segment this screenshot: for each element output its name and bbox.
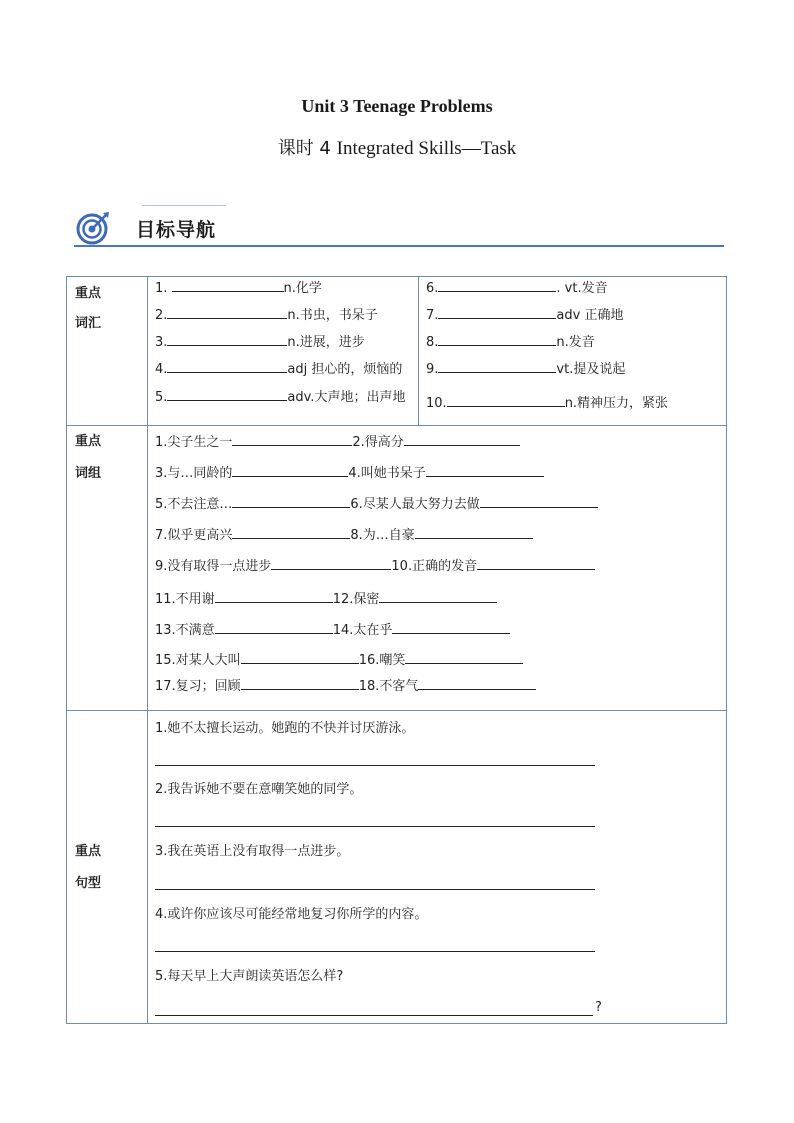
phrase-row: 15.对某人大叫 16.嘲笑 [155, 651, 523, 670]
section-underline [74, 245, 724, 247]
phrases-label-2: 词组 [75, 466, 102, 481]
phrase-row: 5.不去注意… 6.尽某人最大努力去做 [155, 495, 598, 514]
sentences-label-1: 重点 [75, 844, 102, 859]
answer-line[interactable] [155, 765, 595, 766]
answer-blank[interactable] [438, 306, 556, 319]
vocab-item: 4. adj 担心的，烦恼的 [155, 362, 403, 377]
answer-blank[interactable] [438, 360, 556, 373]
sentences-label-2: 句型 [75, 876, 102, 891]
phrase-row: 1.尖子生之一 2.得高分 [155, 433, 520, 452]
vocab-item: 1. n.化学 [155, 281, 322, 296]
answer-blank[interactable] [418, 677, 536, 690]
vocab-item: 10. n.精神压力，紧张 [426, 396, 669, 411]
label-column-divider [147, 277, 148, 1023]
phrase-row: 7.似乎更高兴 8.为…自豪 [155, 526, 533, 545]
vocab-item: 3. n.进展，进步 [155, 335, 365, 350]
sentence-prompt: 3.我在英语上没有取得一点进步。 [155, 844, 350, 859]
phrases-label-1: 重点 [75, 434, 102, 449]
vocab-column-divider [418, 277, 419, 425]
answer-line[interactable] [155, 826, 595, 827]
answer-blank[interactable] [438, 279, 556, 292]
answer-blank[interactable] [241, 651, 359, 664]
question-mark: ? [595, 1000, 602, 1015]
answer-blank[interactable] [241, 677, 359, 690]
answer-blank[interactable] [167, 360, 287, 373]
vocab-item: 2. n.书虫，书呆子 [155, 308, 378, 323]
answer-blank[interactable] [167, 388, 287, 401]
sentence-prompt: 2.我告诉她不要在意嘲笑她的同学。 [155, 782, 363, 797]
sentence-prompt: 1.她不太擅长运动。她跑的不快并讨厌游泳。 [155, 721, 415, 736]
answer-blank[interactable] [404, 433, 520, 446]
answer-blank[interactable] [438, 333, 556, 346]
phrase-row: 11.不用谢 12.保密 [155, 590, 497, 609]
answer-blank[interactable] [477, 557, 595, 570]
answer-blank[interactable] [232, 495, 350, 508]
answer-blank[interactable] [167, 306, 287, 319]
study-table [66, 276, 727, 1024]
answer-line[interactable] [155, 951, 595, 952]
answer-line[interactable] [155, 889, 595, 890]
answer-blank[interactable] [271, 557, 391, 570]
row-divider-1 [67, 425, 726, 426]
phrase-row: 3.与…同龄的 4.叫她书呆子 [155, 464, 544, 483]
vocab-item: 9. vt.提及说起 [426, 362, 626, 377]
answer-blank[interactable] [215, 621, 333, 634]
section-top-rule [142, 205, 226, 206]
answer-blank[interactable] [172, 279, 284, 292]
answer-blank[interactable] [426, 464, 544, 477]
answer-blank[interactable] [232, 433, 352, 446]
phrase-row: 13.不满意 14.太在乎 [155, 621, 510, 640]
row-divider-2 [67, 710, 726, 711]
vocab-item: 6. . vt.发音 [426, 281, 608, 296]
answer-blank[interactable] [215, 590, 333, 603]
phrase-row: 9.没有取得一点进步 10.正确的发音 [155, 557, 595, 576]
vocab-label-1: 重点 [75, 286, 102, 301]
section-header [74, 205, 724, 249]
lesson-number: 课时 4 [277, 138, 331, 159]
answer-blank[interactable] [480, 495, 598, 508]
answer-blank[interactable] [232, 464, 348, 477]
answer-blank[interactable] [415, 526, 533, 539]
answer-blank[interactable] [232, 526, 350, 539]
sentence-prompt: 4.或许你应该尽可能经常地复习你所学的内容。 [155, 907, 428, 922]
answer-line[interactable] [155, 1015, 593, 1016]
vocab-item: 8. n.发音 [426, 335, 595, 350]
answer-blank[interactable] [447, 394, 565, 407]
vocab-label-2: 词汇 [75, 316, 102, 331]
sentence-prompt: 5.每天早上大声朗读英语怎么样? [155, 969, 344, 984]
vocab-item: 5. adv.大声地；出声地 [155, 390, 406, 405]
answer-blank[interactable] [405, 651, 523, 664]
vocab-item: 7. adv 正确地 [426, 308, 624, 323]
section-title: 目标导航 [136, 219, 217, 241]
answer-blank[interactable] [379, 590, 497, 603]
page-title: Unit 3 Teenage Problems [301, 96, 493, 116]
page-subtitle [0, 134, 794, 160]
phrase-row: 17.复习；回顾 18.不客气 [155, 677, 536, 696]
answer-blank[interactable] [167, 333, 287, 346]
target-icon [76, 211, 110, 245]
answer-blank[interactable] [392, 621, 510, 634]
lesson-name: Integrated Skills—Task [336, 138, 517, 159]
